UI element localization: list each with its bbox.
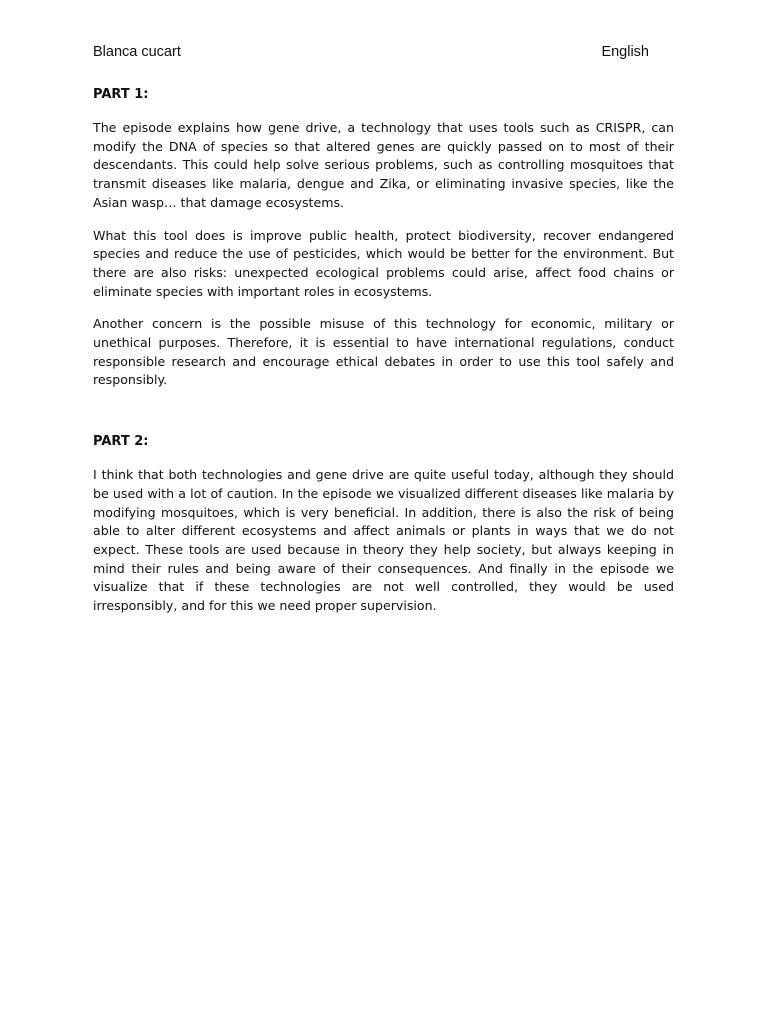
part-1-paragraph-1: The episode explains how gene drive, a technology that uses tools such as CRISPR, can modify the DNA of species so that altered genes are quickly passed on to most of their descendants. This could help solve serious problems, such as controlling mosquitoes that transmit diseases like malaria, dengue and Zika, or eliminating invasive species, like the Asian wasp… that damage ecosystems. (93, 120, 674, 210)
part-1-section (93, 85, 674, 390)
part-2-heading: PART 2: (93, 434, 149, 450)
document-body (93, 85, 674, 616)
part-1-paragraph-2: What this tool does is improve public health, protect biodiversity, recover endangered species and reduce the use of pesticides, which would be better for the environment. But there are also risks: unexpected ecological problems could arise, affect food chains or eliminate species with important roles in ecosystems. (93, 227, 674, 299)
page-header (93, 42, 649, 62)
part-2-paragraph-1: I think that both technologies and gene drive are quite useful today, although they should be used with a lot of caution. In the episode we visualized different diseases like malaria by modifying mosquitoes, which is very beneficial. In addition, there is also the risk of being able to alter different ecosystems and affect animals or plants in ways that we do not expect. These tools are used because in theory they help society, but always keeping in mind their rules and being aware of their consequences. And finally in the episode we visualize that if these technologies are not well controlled, they would be used irresponsibly, and for this we need proper supervision. (93, 467, 674, 614)
subject-name: English (601, 44, 649, 60)
part-1-paragraph-3: Another concern is the possible misuse of this technology for economic, military or unethical purposes. Therefore, it is essential to have international regulations, conduct responsible research and encourage ethical debates in order to use this tool safely and responsibly. (93, 316, 674, 388)
part-1-heading: PART 1: (93, 87, 149, 102)
part-2-section (93, 432, 674, 616)
author-name: Blanca cucart (93, 44, 181, 60)
